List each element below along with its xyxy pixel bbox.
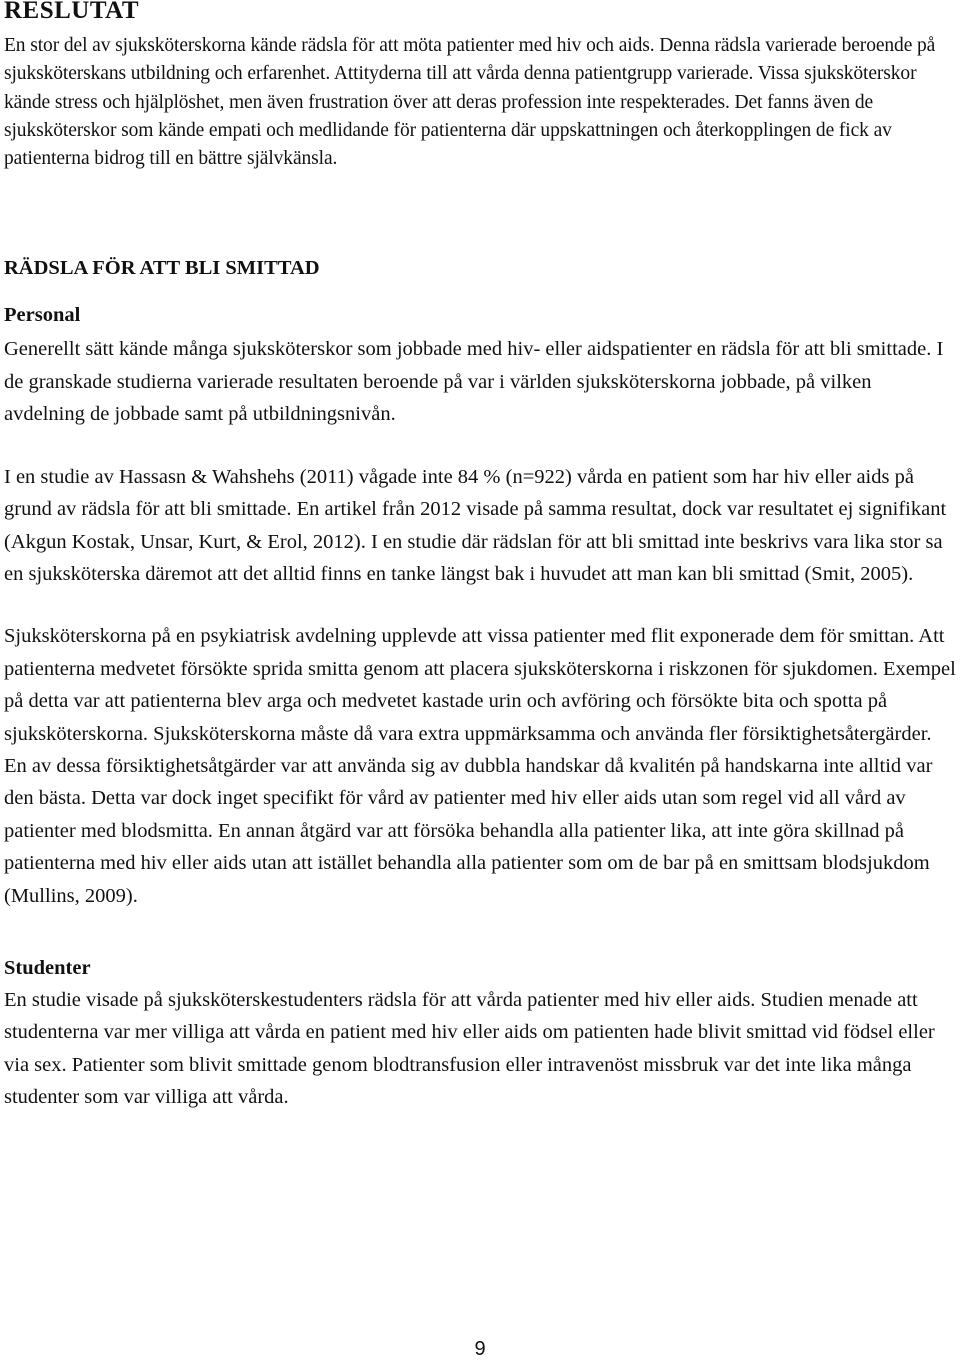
personal-paragraph-2: I en studie av Hassasn & Wahshehs (2011) vågade inte 84 % (n=922) vårda en patient som har hiv eller aids på grund av rädsla för att bli smittade. En artikel från 2012 visade på samma resultat, dock var resultatet ej signifikant (Akgun Kostak, Unsar, Kurt, & Erol, 2012). I en studie där rädslan för att bli smittad inte beskrivs vara lika stor sa en sjuksköterska däremot att det alltid finns en tanke längst bak i huvudet att man kan bli smittad (Smit, 2005). — [4, 465, 947, 585]
page-number: 9 — [474, 1338, 486, 1360]
students-heading: Studenter — [4, 956, 91, 979]
students-paragraph: En studie visade på sjuksköterskestudenters rädsla för att vårda patienter med hiv eller aids. Studien menade att studenterna var mer villiga att vårda en patient med hiv eller aids om patienten hade blivit smittad vid födsel eller via sex. Patienter som blivit smittade genom blodtransfusion eller intravenöst missbruk var det inte lika många studenter som var villiga att vårda. — [4, 988, 935, 1109]
personal-paragraph-1: Generellt sätt kände många sjuksköterskor som jobbade med hiv- eller aidspatienter en rädsla för att bli smittade. I de granskade studierna varierade resultaten beroende på var i världen sjuksköterskorna jobbade, på vilken avdelning de jobbade samt på utbildningsnivån. — [4, 338, 944, 426]
document-title: RESLUTAT — [4, 0, 140, 22]
section-heading: RÄDSLA FÖR ATT BLI SMITTAD — [4, 257, 320, 280]
intro-paragraph: En stor del av sjuksköterskorna kände rädsla för att möta patienter med hiv och aids. Denna rädsla varierade beroende på sjuksköterskans utbildning och erfarenhet. Attityderna till att vårda denna patientgrupp varierade. Vissa sjuksköterskor kände stress och hjälplöshet, men även frustration över att deras profession inte respekterades. Det fanns även de sjuksköterskor som kände empati och medlidande för patienterna där uppskattningen och återkopplingen de fick av patienterna bidrog till en bättre självkänsla. — [4, 35, 936, 170]
personal-paragraph-3: Sjuksköterskorna på en psykiatrisk avdelning upplevde att vissa patienter med flit exponerade dem för smittan. Att patienterna medvetet försökte sprida smitta genom att placera sjuksköterskorna i riskzonen för sjukdomen. Exempel på detta var att patienterna blev arga och medvetet kastade urin och avföring och försökte bita och spotta på sjuksköterskorna. Sjuksköterskorna måste då vara extra uppmärksamma och använda fler försiktighetsåtergärder. En av dessa försiktighetsåtgärder var att använda sig av dubbla handskar då kvalitén på handskarna inte alltid var den bästa. Detta var dock inget specifikt för vård av patienter med hiv eller aids utan som regel vid all vård av patienter med blodsmitta. En annan åtgärd var att försöka behandla alla patienter lika, att inte göra skillnad på patienterna med hiv eller aids utan att istället behandla alla patienter som om de bar på en smittsam blodsjukdom (Mullins, 2009). — [4, 625, 956, 907]
personal-heading: Personal — [4, 304, 81, 327]
